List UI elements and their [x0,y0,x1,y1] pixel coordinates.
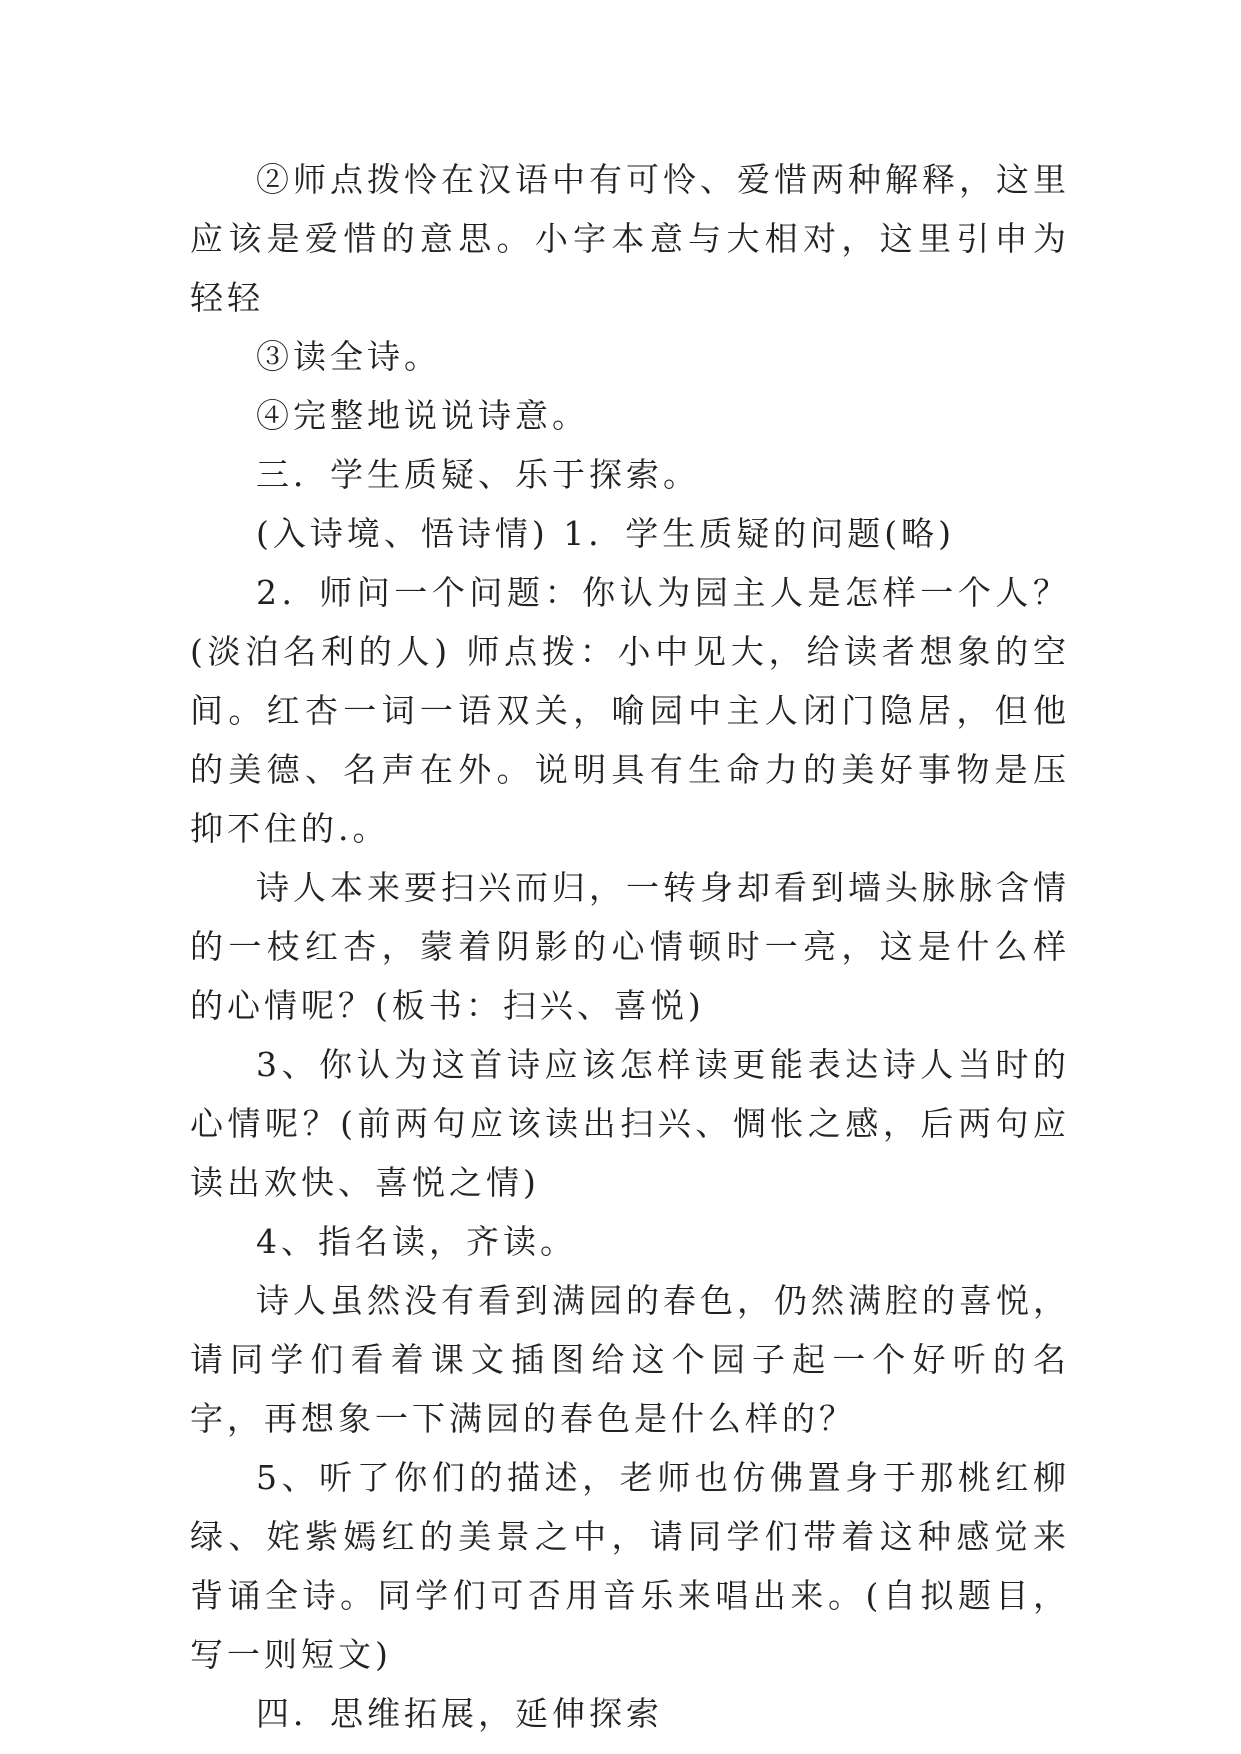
paragraph: ②师点拨怜在汉语中有可怜、爱惜两种解释，这里应该是爱惜的意思。小字本意与大相对，这里引申为轻轻 [190,160,1070,317]
paragraph: 诗人本来要扫兴而归，一转身却看到墙头脉脉含情的一枝红杏，蒙着阴影的心情顿时一亮，这是什么样的心情呢？(板书：扫兴、喜悦) [190,868,1070,1025]
paragraph: 4、指名读，齐读。 [256,1222,577,1261]
paragraph: (入诗境、悟诗情) 1．学生质疑的问题(略) [256,514,955,553]
paragraph: 2．师问一个问题：你认为园主人是怎样一个人？(淡泊名利的人) 师点拨：小中见大，给读者想象的空间。红杏一词一语双关，喻园中主人闭门隐居，但他的美德、名声在外。说明具有生命力的美好事物是压抑不住的.。 [190,573,1070,848]
paragraph: 5、听了你们的描述，老师也仿佛置身于那桃红柳绿、姹紫嫣红的美景之中，请同学们带着这种感觉来背诵全诗。同学们可否用音乐来唱出来。(自拟题目，写一则短文) [190,1458,1070,1674]
paragraph: 诗人虽然没有看到满园的春色，仍然满腔的喜悦，请同学们看着课文插图给这个园子起一个好听的名字，再想象一下满园的春色是什么样的？ [190,1281,1070,1438]
paragraph: 3、你认为这首诗应该怎样读更能表达诗人当时的心情呢？(前两句应该读出扫兴、惆怅之感，后两句应读出欢快、喜悦之情) [190,1045,1070,1202]
section-heading: 四．思维拓展，延伸探索 [256,1694,663,1733]
paragraph: ④完整地说说诗意。 [256,396,589,435]
section-heading: 三．学生质疑、乐于探索。 [256,455,700,494]
paragraph: ③读全诗。 [256,337,441,376]
document-body [190,150,1070,1743]
